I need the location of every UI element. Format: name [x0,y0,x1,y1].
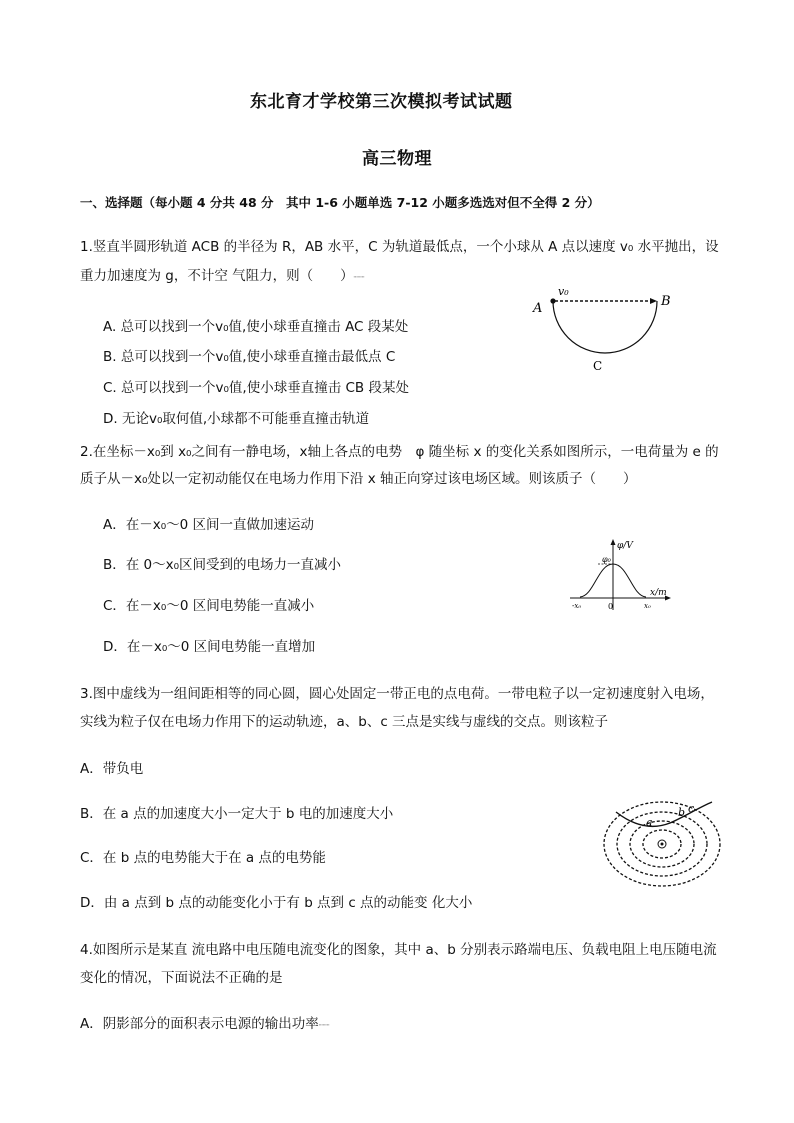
potential-curve-figure [568,538,678,613]
semicircle-track [553,301,657,353]
question-1-option-b: B. 总可以找到一个v₀值,使小球垂直撞击最低点 C [103,349,396,365]
phi0-label: φ₀ [602,555,611,564]
label-b: b [678,806,686,819]
label-b: B [661,294,671,309]
arrowhead [650,298,657,304]
label-c: C [593,359,603,373]
edit-mark: ┈┈ [318,1021,330,1031]
particle-trajectory [616,802,712,826]
question-2-option-c: C．在－x₀～0 区间电势能一直减小 [103,598,315,614]
label-a: a [646,816,653,829]
section-heading: 一、选择题（每小题 4 分共 48 分 其中 1-6 小题单选 7-12 小题多选选对但不全得 2 分） [80,195,600,210]
question-3-option-b: B．在 a 点的加速度大小一定大于 b 电的加速度大小 [80,806,394,822]
question-4-option-a [80,1012,330,1032]
question-1-option-c: C. 总可以找到一个v₀值,使小球垂直撞击 CB 段某处 [103,380,409,396]
semicircle-track-figure [525,282,685,377]
question-4-line-1: 4.如图所示是某直 流电路中电压随电流变化的图象，其中 a、b 分别表示路端电压、负载电阻上电压随电流 [80,942,717,958]
question-1-option-d: D. 无论v₀取何值,小球都不可能垂直撞击轨道 [103,411,370,427]
question-1-line-2-text: 重力加速度为 g，不计空 气阻力，则（ ） [80,268,354,284]
label-v0: v₀ [558,285,569,298]
y-axis-label: φ/V [617,541,633,551]
neg-x0-label: -x₀ [572,602,582,610]
question-3-option-c: C．在 b 点的电势能大于在 a 点的电势能 [80,850,326,866]
question-3-option-a: A．带负电 [80,761,144,777]
point-charge-center [661,843,664,846]
question-2-line-1: 2.在坐标－x₀到 x₀之间有一静电场，x轴上各点的电势 φ 随坐标 x 的变化关系如图所示，一电荷量为 e 的 [80,444,719,460]
label-a: A [533,301,543,316]
question-3-option-d: D．由 a 点到 b 点的动能变化小于有 b 点到 c 点的动能变 化大小 [80,895,473,911]
edit-mark: ┈┈ [353,273,365,283]
y-axis-arrow [611,539,616,545]
question-3-line-1: 3.图中虚线为一组间距相等的同心圆，圆心处固定一带正电的点电荷。一带电粒子以一定初速度射入电场， [80,686,714,702]
question-2-line-2: 质子从－x₀处以一定初动能仅在电场力作用下沿 x 轴正向穿过该电场区域。则该质子（ ） [80,471,637,487]
question-1-line-2 [80,263,365,291]
origin-label: 0 [608,602,614,611]
question-4-option-a-text: A．阴影部分的面积表示电源的输出功率 [80,1016,319,1032]
exam-subtitle: 高三物理 [362,149,432,169]
ball-at-a [550,298,555,303]
question-4-line-2: 变化的情况，下面说法不正确的是 [80,970,283,986]
question-2-option-b: B．在 0～x₀区间受到的电场力一直减小 [103,557,342,573]
question-2-option-a: A．在－x₀～0 区间一直做加速运动 [103,517,315,533]
question-2-option-d: D．在－x₀～0 区间电势能一直增加 [103,639,316,655]
label-c: c [688,802,695,815]
question-1-option-a: A. 总可以找到一个v₀值,使小球垂直撞击 AC 段某处 [103,319,409,335]
question-3-line-2: 实线为粒子仅在电场力作用下的运动轨迹，a、b、c 三点是实线与虚线的交点。则该粒子 [80,714,609,730]
exam-title: 东北育才学校第三次模拟考试试题 [250,92,513,112]
concentric-circles-figure [600,790,725,890]
question-1-line-1: 1.竖直半圆形轨道 ACB 的半径为 R，AB 水平，C 为轨道最低点，一个小球从 A 点以速度 v₀ 水平抛出，设 [80,239,719,255]
x0-label: x₀ [644,602,651,610]
x-axis-label: x/m [650,588,667,598]
